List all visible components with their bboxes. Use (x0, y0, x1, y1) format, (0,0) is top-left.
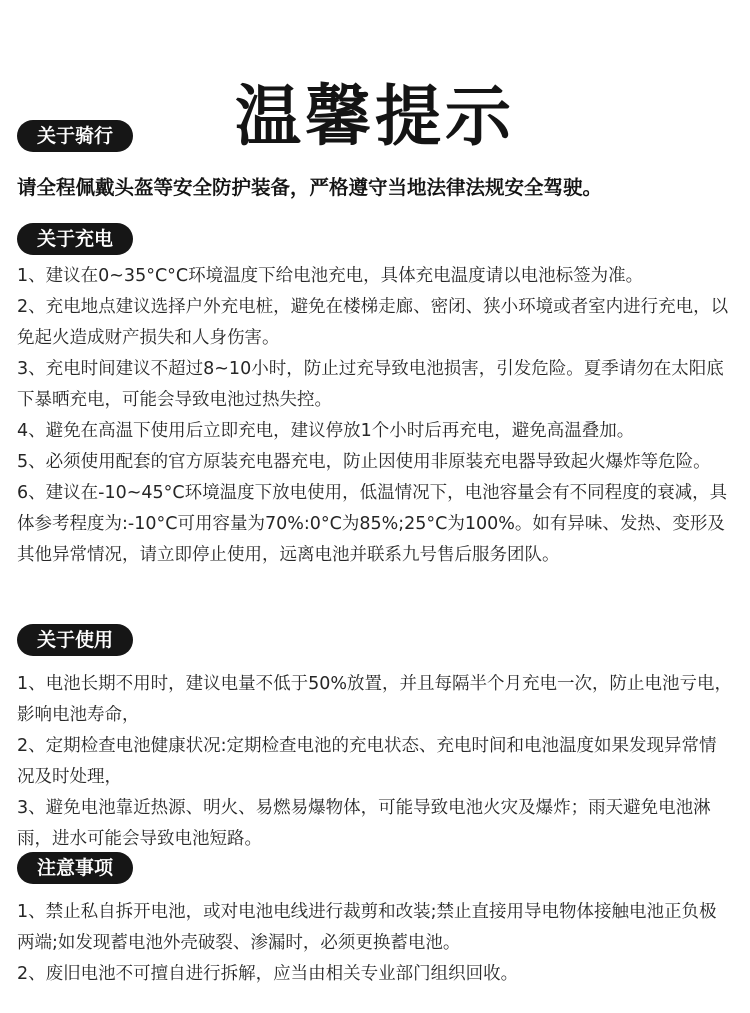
list-item: 1、禁止私自拆开电池，或对电池电线进行裁剪和改装;禁止直接用导电物体接触电池正负极两端;如发现蓄电池外壳破裂、渗漏时，必须更换蓄电池。 (17, 902, 717, 953)
caution-list (17, 897, 733, 990)
list-item: 3、充电时间建议不超过8~10小时，防止过充导致电池损害，引发危险。夏季请勿在太阳底下暴晒充电，可能会导致电池过热失控。 (17, 359, 724, 410)
list-item: 3、避免电池靠近热源、明火、易燃易爆物体，可能导致电池火灾及爆炸；雨天避免电池淋雨，进水可能会导致电池短路。 (17, 798, 711, 849)
list-item: 4、避免在高温下使用后立即充电，建议停放1个小时后再充电，避免高温叠加。 (17, 421, 635, 441)
list-item: 1、建议在0~35°C°C环境温度下给电池充电，具体充电温度请以电池标签为准。 (17, 266, 644, 286)
list-item: 5、必须使用配套的官方原装充电器充电，防止因使用非原装充电器导致起火爆炸等危险。 (17, 452, 711, 472)
list-item: 2、废旧电池不可擅自进行拆解，应当由相关专业部门组织回收。 (17, 964, 519, 984)
list-item: 1、电池长期不用时，建议电量不低于50%放置，并且每隔半个月充电一次，防止电池亏电，影响电池寿命， (17, 674, 733, 725)
section-heading-charging: 关于充电 (17, 223, 133, 255)
section-heading-usage: 关于使用 (17, 624, 133, 656)
usage-list (17, 669, 733, 855)
page-title: 温馨提示 (235, 78, 515, 156)
list-item: 2、定期检查电池健康状况:定期检查电池的充电状态、充电时间和电池温度如果发现异常情况及时处理， (17, 736, 717, 787)
section-heading-riding: 关于骑行 (17, 120, 133, 152)
section-heading-caution: 注意事项 (17, 852, 133, 884)
list-item: 6、建议在-10~45°C环境温度下放电使用，低温情况下，电池容量会有不同程度的衰减，具体参考程度为:-10°C可用容量为70%:0°C为85%;25°C为100%。如有异味、发热、变形及其他异常情况，请立即停止使用，远离电池并联系九号售后服务团队。 (17, 483, 728, 565)
charging-list (17, 261, 733, 571)
riding-notice: 请全程佩戴头盔等安全防护装备，严格遵守当地法律法规安全驾驶。 (17, 176, 603, 199)
list-item: 2、充电地点建议选择户外充电桩，避免在楼梯走廊、密闭、狭小环境或者室内进行充电，以免起火造成财产损失和人身伤害。 (17, 297, 729, 348)
